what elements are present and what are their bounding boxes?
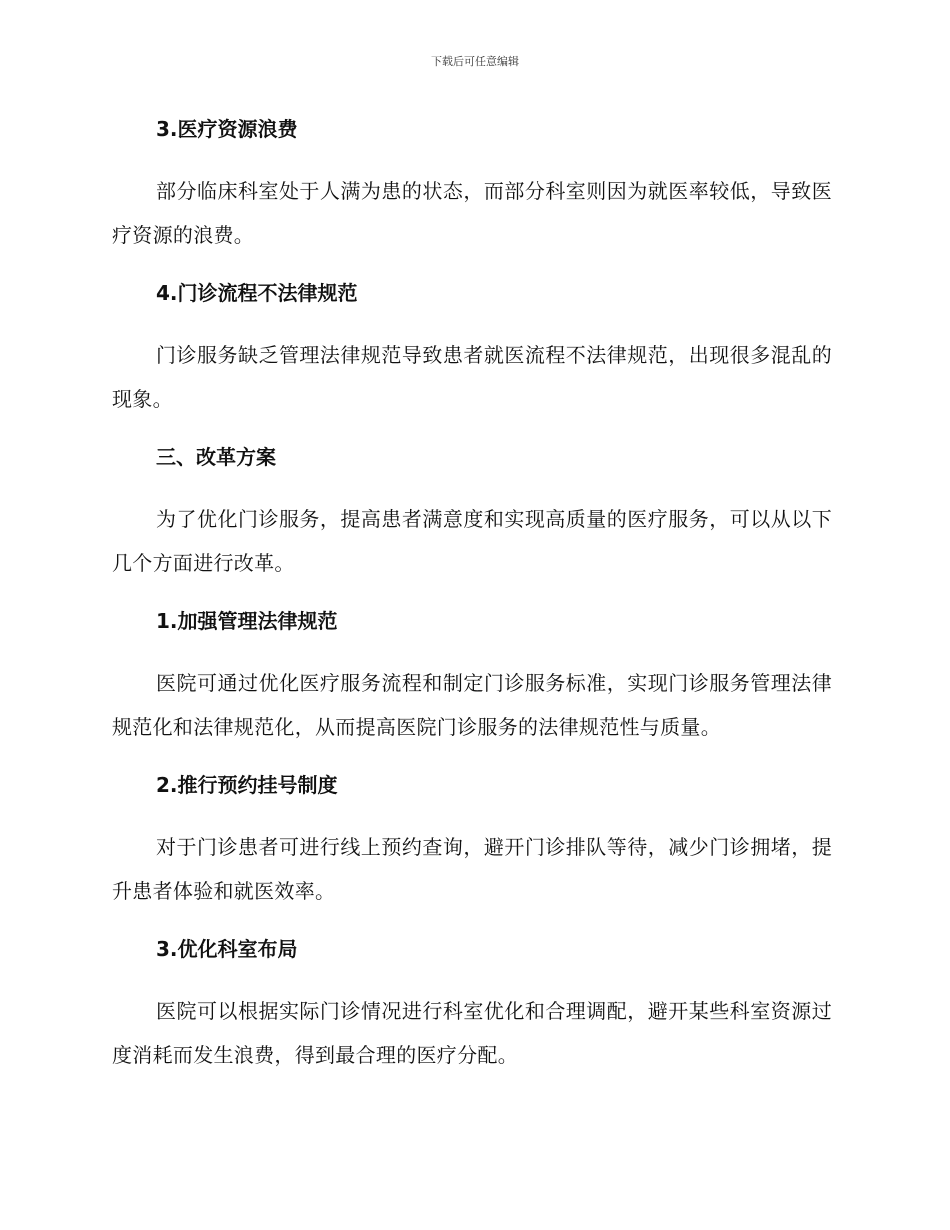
paragraph-reform-intro: 为了优化门诊服务，提高患者满意度和实现高质量的医疗服务，可以从以下几个方面进行改革。 bbox=[112, 507, 832, 575]
paragraph-department-layout: 医院可以根据实际门诊情况进行科室优化和合理调配，避开某些科室资源过度消耗而发生浪费，得到最合理的医疗分配。 bbox=[112, 999, 832, 1067]
paragraph-strengthen-management: 医院可通过优化医疗服务流程和制定门诊服务标准，实现门诊服务管理法律规范化和法律规范化，从而提高医院门诊服务的法律规范性与质量。 bbox=[112, 671, 832, 739]
paragraph-appointment-system: 对于门诊患者可进行线上预约查询，避开门诊排队等待，减少门诊拥堵，提升患者体验和就医效率。 bbox=[112, 835, 832, 903]
page-header-note: 下载后可任意编辑 bbox=[431, 55, 519, 68]
section-heading-reform-plan: 三、改革方案 bbox=[156, 445, 276, 469]
section-heading-resource-waste: 3.医疗资源浪费 bbox=[156, 117, 298, 141]
paragraph-resource-waste: 部分临床科室处于人满为患的状态，而部分科室则因为就医率较低，导致医疗资源的浪费。 bbox=[112, 179, 832, 247]
section-heading-process-nonstandard: 4.门诊流程不法律规范 bbox=[156, 281, 358, 305]
section-heading-department-layout: 3.优化科室布局 bbox=[156, 937, 298, 961]
document-body bbox=[112, 109, 832, 1093]
section-heading-strengthen-management: 1.加强管理法律规范 bbox=[156, 609, 338, 633]
paragraph-process-nonstandard: 门诊服务缺乏管理法律规范导致患者就医流程不法律规范，出现很多混乱的现象。 bbox=[112, 343, 832, 411]
section-heading-appointment-system: 2.推行预约挂号制度 bbox=[156, 773, 338, 797]
